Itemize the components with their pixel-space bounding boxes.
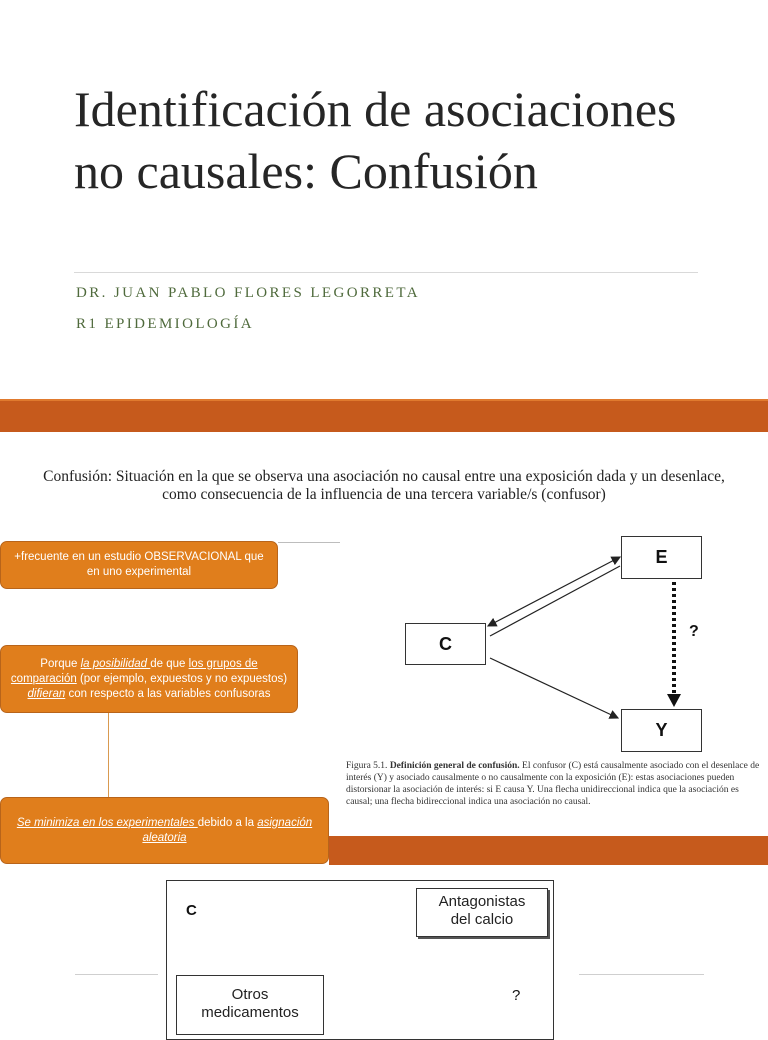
- node-calcium-antagonists: Antagonistas del calcio: [416, 888, 548, 937]
- arrow-c-e-line: [490, 566, 620, 636]
- slide3-rule-right: [579, 974, 704, 975]
- node-other-medications: Otros medicamentos: [176, 975, 324, 1035]
- arrow-c-y: [490, 658, 618, 718]
- slide-separator-band-2: [329, 836, 768, 865]
- slide-title: Identificación de asociaciones no causales: Confusión: [74, 81, 677, 199]
- author-name: DR. JUAN PABLO FLORES LEGORRETA: [76, 285, 420, 301]
- arrow-e-y-head: [667, 694, 681, 707]
- author-role: R1 EPIDEMIOLOGÍA: [76, 316, 254, 332]
- example-question-mark: ?: [512, 987, 521, 1004]
- slide3-rule-left: [75, 974, 158, 975]
- question-mark: ?: [689, 623, 699, 640]
- node-confounder: C: [405, 623, 486, 665]
- node-outcome: Y: [621, 709, 702, 752]
- observational-note-text: +frecuente en un estudio OBSERVACIONAL que en uno experimental: [14, 551, 264, 578]
- figure-caption: Figura 5.1. Definición general de confusión. El confusor (C) está causalmente asociado con el desenlace de interés (Y) y asociado causalmente o no causalmente con la exposición (E): estas asociaciones pueden distorsionar la asociación de interés: si E causa Y. Una flecha unidireccional indica que la asociación es causal; una flecha bidireccional indica una asociación no causal.: [346, 761, 760, 807]
- minimize-text: Se minimiza en los experimentales debido a la asignación aleatoria: [16, 816, 313, 844]
- node-exposure: E: [621, 536, 702, 579]
- arrow-c-e-bidirectional: [488, 557, 620, 626]
- confusion-definition: Confusión: Situación en la que se observa una asociación no causal entre una exposición dada y un desenlace, como consecuencia de la influencia de una tercera variable/s (confusor): [43, 468, 725, 503]
- reason-text: Porque la posibilidad de que los grupos de comparación (por ejemplo, expuestos y no expuestos) difieran con respecto a las variables confusoras: [10, 657, 288, 700]
- example-corner-label: C: [186, 902, 197, 919]
